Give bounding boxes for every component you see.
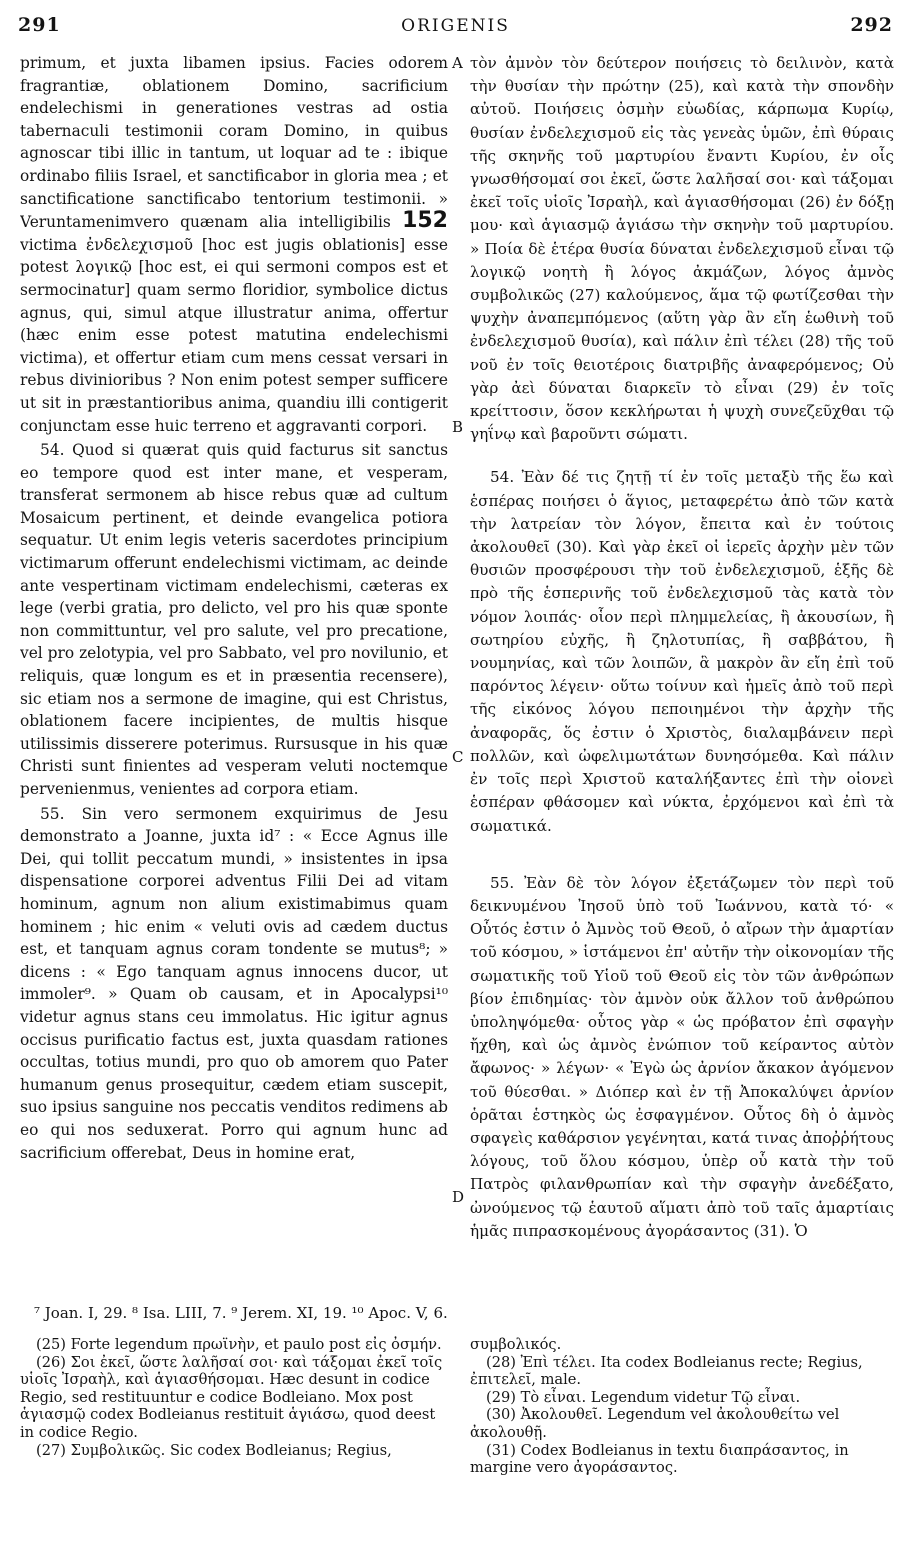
footnote: (27) Συμβολικῶς. Sic codex Bodleianus; Regius, <box>36 1441 392 1459</box>
footnotes-right <box>470 1336 894 1477</box>
margin-marker-a: A <box>452 54 463 72</box>
margin-marker-d: D <box>452 1188 465 1206</box>
footnote: (26) Σοι ἐκεῖ, ὥστε λαλῆσαί σοι· καὶ τάξομαι ἐκεῖ τοῖς υἱοῖς Ἰσραὴλ, καὶ ἁγιασθήσομαι. Hæc desunt in codice Regio, sed restituuntur e codice Bodleiano. Mox post ἁγιασμῷ codex Bodleianus restituit ἁγιάσω, quod deest in codice Regio. <box>20 1353 443 1441</box>
column-number: 152 <box>402 208 448 234</box>
footnote: (28) Ἐπὶ τέλει. Ita codex Bodleianus recte; Regius, ἐπιτελεῖ, male. <box>470 1353 863 1389</box>
footnote: (30) Ἀκολουθεῖ. Legendum vel ἀκολουθείτω vel ἀκολουθῇ. <box>470 1406 840 1441</box>
margin-marker-c: C <box>452 748 464 766</box>
greek-paragraph-53: τὸν ἀμνὸν τὸν δεύτερον ποιήσεις τὸ δειλινὸν, κατὰ τὴν θυσίαν τὴν πρώτην (25), καὶ κατὰ τὴν σπονδὴν αὐτοῦ. Ποιήσεις ὀσμὴν εὐωδίας, κάρπωμα Κυρίῳ, θυσίαν ἐνδελεχισμοῦ εἰς τὰς γενεὰς ὑμῶν, ἐπὶ θύραις τῆς σκηνῆς τοῦ μαρτυρίου ἔναντι Κυρίου, ἐν οἷς γνωσθήσομαί σοι ἐκεῖ, ὥστε λαλῆσαί σοι· καὶ τάξομαι ἐκεῖ τοῖς υἱοῖς Ἰσραὴλ, καὶ ἁγιασθήσομαι (26) ἐν δόξῃ μου· καὶ ἁγιασμῷ ἁγιάσω τὴν σκηνὴν τοῦ μαρτυρίου. » Ποία δὲ ἑτέρα θυσία δύναται ἐνδελεχισμοῦ εἶναι τῷ λογικῷ νοητὴ ἢ λόγος ἀκμάζων, λόγος ἀμνὸς συμβολικῶς (27) καλούμενος, ἅμα τῷ φωτίζεσθαι τὴν ψυχὴν ἀναπεμπόμενος (αὕτη γὰρ ἂν εἴη ἑωθινὴ τοῦ ἐνδελεχισμοῦ θυσία), καὶ πάλιν ἐπὶ τέλει (28) τῆς τοῦ νοῦ ἐν τοῖς θειοτέροις διατριβῆς ἀναφερόμενος; Οὐ γὰρ ἀεὶ δύναται διαρκεῖν τὸ εἶναι (29) ἐν τοῖς κρείττοσιν, ὅσον κεκλήρωται ἡ ψυχὴ συνεζεῦχθαι τῷ γηΐνῳ καὶ βαροῦντι σώματι. <box>470 54 894 444</box>
latin-column <box>20 52 448 1164</box>
footnote: (25) Forte legendum πρωϊνὴν, et paulo post εἰς ὀσμήν. <box>36 1336 442 1353</box>
latin-paragraph-53: primum, et juxta libamen ipsius. Facies odorem fragrantiæ, oblationem Domino, sacrificium endelechismi in generationes vestras ad ostia tabernaculi testimonii coram Domino, in quibus agnoscar tibi illic in tantum, ut loquar ad te : ibique ordinabo filiis Israel, et sanctificabor in gloria mea ; et sanctificatione sanctificabo tentorium testimonii. » Veruntamenimvero quænam alia intelligibilis 152 victima ἐνδελεχισμοῦ [hoc est jugis oblationis] esse potest λογικῷ [hoc est, ei qui sermoni compos est et sermocinatur] quam sermo floridior, symbolice dictus agnus, qui, simul atque illustratur anima, offertur (hæc enim esse potest matutina endelechismi victima), et offertur etiam cum mens cessat versari in rebus divinioribus ? Non enim potest semper sufficere ut sit in præstantioribus anima, quandiu illi contigerit conjunctam esse huic terreno et aggravanti corpori. <box>20 54 448 435</box>
scripture-references: ⁷ Joan. I, 29. ⁸ Isa. LIII, 7. ⁹ Jerem. XI, 19. ¹⁰ Apoc. V, 6. <box>34 1304 448 1322</box>
running-title: ORIGENIS <box>401 16 510 36</box>
margin-marker-b: B <box>452 418 464 436</box>
running-header <box>0 14 911 40</box>
greek-paragraph-54: 54. Ἐὰν δέ τις ζητῇ τί ἐν τοῖς μεταξὺ τῆς ἕω καὶ ἑσπέρας ποιήσει ὁ ἅγιος, μεταφερέτω ἀπὸ τῶν κατὰ τὴν λατρείαν τὸν λόγον, ἔπειτα καὶ ἐν τούτοις ἀκολουθεῖ (30). Καὶ γὰρ ἐκεῖ οἱ ἱερεῖς ἀρχὴν μὲν τῶν θυσιῶν προσφέρουσι τὴν τοῦ ἐνδελεχισμοῦ, ἑξῆς δὲ πρὸ τῆς ἑσπερινῆς τοῦ ἐνδελεχισμοῦ τὰς κατὰ τὸν νόμον λοιπάς· οἷον περὶ πλημμελείας, ἢ ἀκουσίων, ἢ σωτηρίου εὐχῆς, ἢ ζηλοτυπίας, ἢ σαββάτου, ἢ νουμηνίας, καὶ τῶν λοιπῶν, ἃ μακρὸν ἂν εἴη ἐπὶ τοῦ παρόντος λέγειν· οὕτω τοίνυν καὶ ἡμεῖς ἀπὸ τοῦ περὶ τῆς εἰκόνος λόγου πεποιημένοι τὴν ἀρχὴν τῆς ἀναφορᾶς, ὅς ἐστιν ὁ Χριστὸς, διαλαμβάνειν περὶ πολλῶν, καὶ ὠφελιμωτάτων δυνησόμεθα. Καὶ πάλιν ἐν τοῖς περὶ Χριστοῦ καταλήξαντες ἐπὶ τὴν οἱονεὶ ἑσπέραν φθάσομεν καὶ νύκτα, ἐρχόμενοι καὶ ἐπὶ τὰ σωματικά. <box>470 468 894 835</box>
footnotes-left <box>20 1336 448 1459</box>
footnote: (29) Τὸ εἶναι. Legendum videtur Τῷ εἶναι. <box>486 1388 801 1406</box>
page-number-right: 292 <box>850 14 893 36</box>
footnote: (31) Codex Bodleianus in textu διαπράσαντος, in margine vero ἀγοράσαντος. <box>470 1441 849 1477</box>
page-number-left: 291 <box>18 14 61 36</box>
greek-column <box>470 52 894 1243</box>
footnote-continuation: συμβολικός. <box>470 1336 562 1353</box>
latin-paragraph-54: 54. Quod si quærat quis quid facturus sit sanctus eo tempore quod est inter mane, et vesperam, transferat sermonem ab hisce rebus quæ ad cultum Mosaicum pertinent, et deinde evangelica potiora sequatur. Ut enim legis veteris sacerdotes principium victimarum offerunt endelechismi victimam, ac deinde ante vespertinam victimam endelechismi, cæteras ex lege (verbi gratia, pro delicto, vel pro his quæ sponte non committuntur, vel pro salute, vel pro precatione, vel pro zelotypia, vel pro Sabbato, vel pro novilunio, et reliquis, quæ longum es et in præsentia recensere), sic etiam nos a sermone de imagine, qui est Christus, oblationem facere incipientes, de multis hisque utilissimis disserere poterimus. Rursusque in his quæ Christi sunt finientes ad vesperam veluti noctemque pervenienmus, venientes ad corpora etiam. <box>20 441 448 798</box>
greek-paragraph-55: 55. Ἐὰν δὲ τὸν λόγον ἐξετάζωμεν τὸν περὶ τοῦ δεικνυμένου Ἰησοῦ ὑπὸ τοῦ Ἰωάννου, κατὰ τό· « Οὗτός ἐστιν ὁ Ἀμνὸς τοῦ Θεοῦ, ὁ αἴρων τὴν ἁμαρτίαν τοῦ κόσμου, » ἱστάμενοι ἐπ' αὐτῆν τὴν οἰκονομίαν τῆς σωματικῆς τοῦ Υἱοῦ τοῦ Θεοῦ εἰς τὸν τῶν ἀνθρώπων βίον ἐπιδημίας· τὸν ἀμνὸν οὐκ ἄλλον τοῦ ἀνθρώπου ὑποληψόμεθα· οὗτος γὰρ « ὡς πρόβατον ἐπὶ σφαγὴν ἤχθη, καὶ ὡς ἀμνὸς ἐνώπιον τοῦ κείραντος αὐτὸν ἄφωνος· » λέγων· « Ἐγὼ ὡς ἀρνίον ἄκακον ἀγόμενον τοῦ θύεσθαι. » Διόπερ καὶ ἐν τῇ Ἀποκαλύψει ἀρνίον ὁρᾶται ἑστηκὸς ὡς ἐσφαγμένον. Οὗτος δὴ ὁ ἀμνὸς σφαγεὶς καθάρσιον γεγένηται, κατά τινας ἀποῤῥήτους λόγους, τοῦ ὅλου κόσμου, ὑπὲρ οὗ κατὰ τὴν τοῦ Πατρὸς φιλανθρωπίαν καὶ τὴν σφαγὴν ἀνεδέξατο, ὠνούμενος τῷ ἑαυτοῦ αἵματι ἀπὸ τοῦ ταῖς ἁμαρτίαις ἡμᾶς πιπρασκομένους ἀγοράσαντος (31). Ὁ <box>470 873 894 1240</box>
latin-paragraph-55: 55. Sin vero sermonem exquirimus de Jesu demonstrato a Joanne, juxta id⁷ : « Ecce Agnus ille Dei, qui tollit peccatum mundi, » insistentes in ipsa dispensatione corporei adventus Filii Dei ad vitam hominum, agnum non alium existimabimus quam hominem ; hic enim « veluti ovis ad cædem ductus est, et tanquam agnus coram tondente se mutus⁸; » dicens : « Ego tanquam agnus innocens ducor, ut immoler⁹. » Quam ob causam, et in Apocalypsi¹⁰ videtur agnus stans ceu immolatus. Hic igitur agnus occisus purificatio factus est, juxta quasdam rationes occultas, totius mundi, pro quo ob amorem quo Pater humanum genus prosequitur, cædem etiam suscepit, suo ipsius sanguine nos peccatis venditos redimens ab eo qui nos seduxerat. Porro qui agnum hunc ad sacrificium offerebat, Deus in homine erat, <box>20 804 448 1162</box>
